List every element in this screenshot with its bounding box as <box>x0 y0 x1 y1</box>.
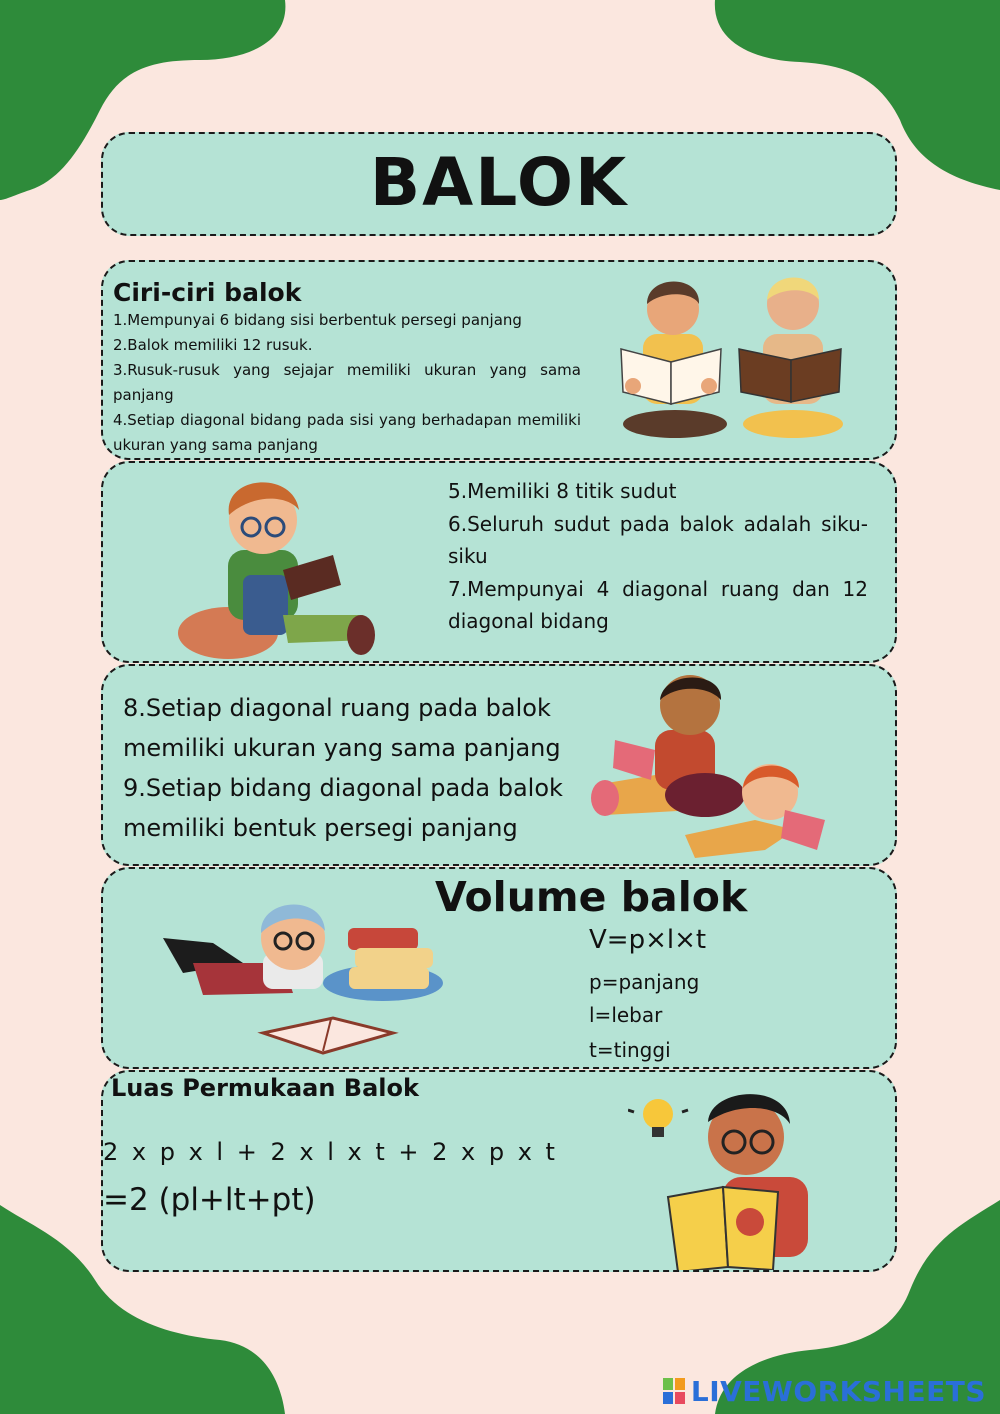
list-line: memiliki bentuk persegi panjang <box>123 814 518 842</box>
list-item: 1.Mempunyai 6 bidang sisi berbentuk persegi panjang <box>113 311 522 329</box>
volume-heading: Volume balok <box>435 873 748 921</box>
liveworksheets-brand-text: LIVEWORKSHEETS <box>690 1375 986 1408</box>
kid-with-glasses-reading-illustration <box>173 465 383 661</box>
liveworksheets-logo <box>663 1375 986 1408</box>
section-ciri-ciri-lanjutan <box>101 461 897 663</box>
section1-list <box>113 308 581 458</box>
list-item: 7.Mempunyai 4 diagonal ruang dan 12 diagonal bidang <box>448 576 868 633</box>
legend-tinggi: t=tinggi <box>589 1038 671 1062</box>
list-line: 8.Setiap diagonal ruang pada balok <box>123 694 551 722</box>
list-item: 4.Setiap diagonal bidang pada sisi yang berhadapan memiliki ukuran yang sama panjang <box>113 411 581 454</box>
page-title: BALOK <box>369 144 629 221</box>
girl-lying-reading-illustration <box>143 883 453 1063</box>
section2-list <box>448 475 868 638</box>
list-line: memiliki ukuran yang sama panjang <box>123 734 561 762</box>
list-line: 9.Setiap bidang diagonal pada balok <box>123 774 563 802</box>
luas-formula-simplified: =2 (pl+lt+pt) <box>103 1182 316 1218</box>
section-luas-permukaan <box>101 1070 897 1272</box>
volume-formula: V=p×l×t <box>589 925 707 955</box>
section1-heading: Ciri-ciri balok <box>113 278 302 307</box>
luas-heading: Luas Permukaan Balok <box>111 1074 419 1102</box>
section-ciri-ciri <box>101 260 897 460</box>
two-kids-reading-illustration <box>613 264 853 460</box>
section-diagonal <box>101 664 897 866</box>
liveworksheets-icon <box>663 1378 687 1406</box>
list-item: 3.Rusuk-rusuk yang sejajar memiliki ukuran yang sama panjang <box>113 361 581 404</box>
kid-with-lightbulb-reading-illustration <box>628 1082 828 1272</box>
section3-list <box>123 688 593 848</box>
legend-lebar: l=lebar <box>589 1003 663 1027</box>
list-item: 6.Seluruh sudut pada balok adalah siku-siku <box>448 511 868 568</box>
list-item: 5.Memiliki 8 titik sudut <box>448 479 677 503</box>
list-item: 2.Balok memiliki 12 rusuk. <box>113 336 313 354</box>
legend-panjang: p=panjang <box>589 970 700 994</box>
section-volume <box>101 867 897 1069</box>
children-reading-on-floor-illustration <box>585 670 835 864</box>
title-panel <box>101 132 897 236</box>
luas-formula-expanded: 2 x p x l + 2 x l x t + 2 x p x t <box>103 1138 558 1166</box>
